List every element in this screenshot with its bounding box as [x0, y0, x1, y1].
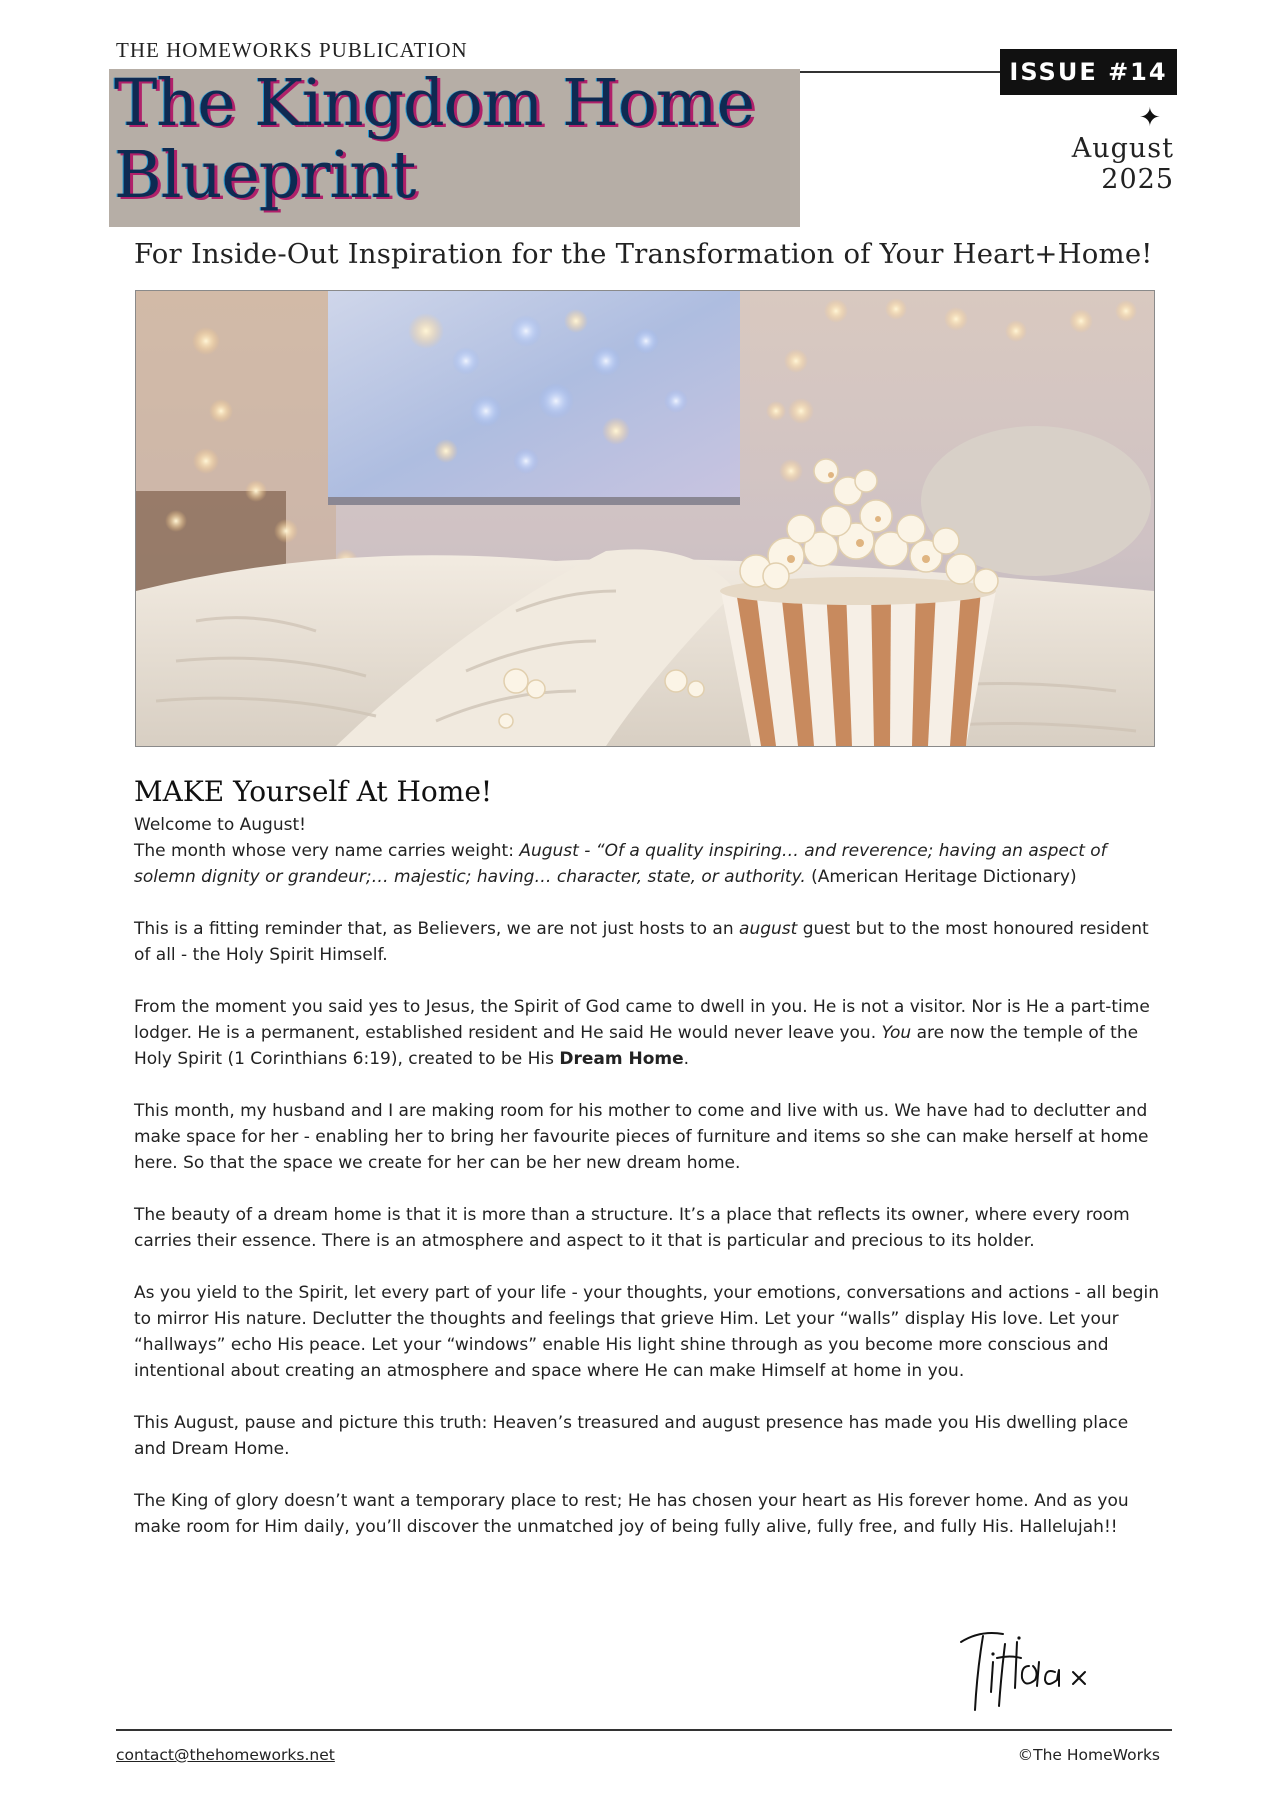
paragraph-2 [134, 916, 1164, 968]
title-line-1: The Kingdom Home [114, 66, 755, 141]
contact-email-link[interactable]: contact@thehomeworks.net [116, 1746, 335, 1764]
paragraph-2-b: guest but to the most honoured resident of all - the Holy Spirit Himself. [134, 919, 1149, 965]
paragraph-3-a: From the moment you said yes to Jesus, the Spirit of God came to dwell in you. He is not a visitor. Nor is He a part-time lodger. He is a permanent, established resident and He said He would never leave you. [134, 997, 1150, 1043]
paragraph-3 [134, 994, 1164, 1072]
paragraph-2-emphasis: august [739, 919, 798, 939]
paragraph-1-source: (American Heritage Dictionary) [805, 867, 1077, 887]
header-divider [800, 71, 1000, 73]
paragraph-1-lead: The month whose very name carries weight: [134, 841, 520, 861]
copyright-notice: ©The HomeWorks [1017, 1746, 1160, 1764]
paragraph-5: The beauty of a dream home is that it is more than a structure. It’s a place that reflects its owner, where every room carries their essence. There is an atmosphere and aspect to it that is particular and precious to its holder. [134, 1205, 1130, 1251]
paragraph-1 [134, 838, 1164, 890]
issue-date: August 2025 [1071, 133, 1174, 195]
footer-divider [116, 1729, 1172, 1731]
title-line-2: Blueprint [114, 138, 416, 213]
paragraph-8: The King of glory doesn’t want a temporary place to rest; He has chosen your heart as His forever home. And as you make room for Him daily, you’ll discover the unmatched joy of being fully alive, fully free, and fully His. Hallelujah!! [134, 1491, 1129, 1537]
paragraph-7: This August, pause and picture this truth: Heaven’s treasured and august presence has made you His dwelling place and Dream Home. [134, 1413, 1129, 1459]
issue-badge: ISSUE #14 [1000, 49, 1177, 95]
tagline: For Inside-Out Inspiration for the Transformation of Your Heart+Home! [134, 238, 1153, 270]
popcorn-movie-night-photo [135, 290, 1155, 747]
paragraph-6: As you yield to the Spirit, let every part of your life - your thoughts, your emotions, conversations and actions - all begin to mirror His nature. Declutter the thoughts and feelings that grieve Him. Let your “walls” display His love. Let your “hallways” echo His peace. Let your “windows” enable His light shine through as you become more conscious and intentional about creating an atmosphere and space where He can make Himself at home in you. [134, 1283, 1160, 1381]
paragraph-3-b: are now the temple of the Holy Spirit (1 Corinthians 6:19), created to be His [134, 1023, 1139, 1069]
publication-name: THE HOMEWORKS PUBLICATION [116, 38, 468, 62]
article-body [134, 812, 1164, 1566]
paragraph-2-a: This is a fitting reminder that, as Believers, we are not just hosts to an [134, 919, 740, 939]
article-heading: MAKE Yourself At Home! [134, 775, 493, 808]
paragraph-4: This month, my husband and I are making room for his mother to come and live with us. We have had to declutter and make space for her - enabling her to bring her favourite pieces of furniture and items so she can make herself at home here. So that the space we create for her can be her new dream home. [134, 1101, 1149, 1173]
newsletter-title [114, 68, 754, 212]
paragraph-3-end: . [683, 1049, 690, 1069]
paragraph-3-emphasis: You [881, 1023, 912, 1043]
paragraph-1-quote: August - “Of a quality inspiring… and reverence; having an aspect of solemn dignity or grandeur;… majestic; having… character, state, or authority. [134, 841, 1107, 887]
signature [955, 1622, 1095, 1716]
greeting: Welcome to August! [134, 815, 306, 835]
paragraph-3-bold: Dream Home [559, 1049, 684, 1069]
sparkle-icon: ✦ [1139, 103, 1161, 133]
